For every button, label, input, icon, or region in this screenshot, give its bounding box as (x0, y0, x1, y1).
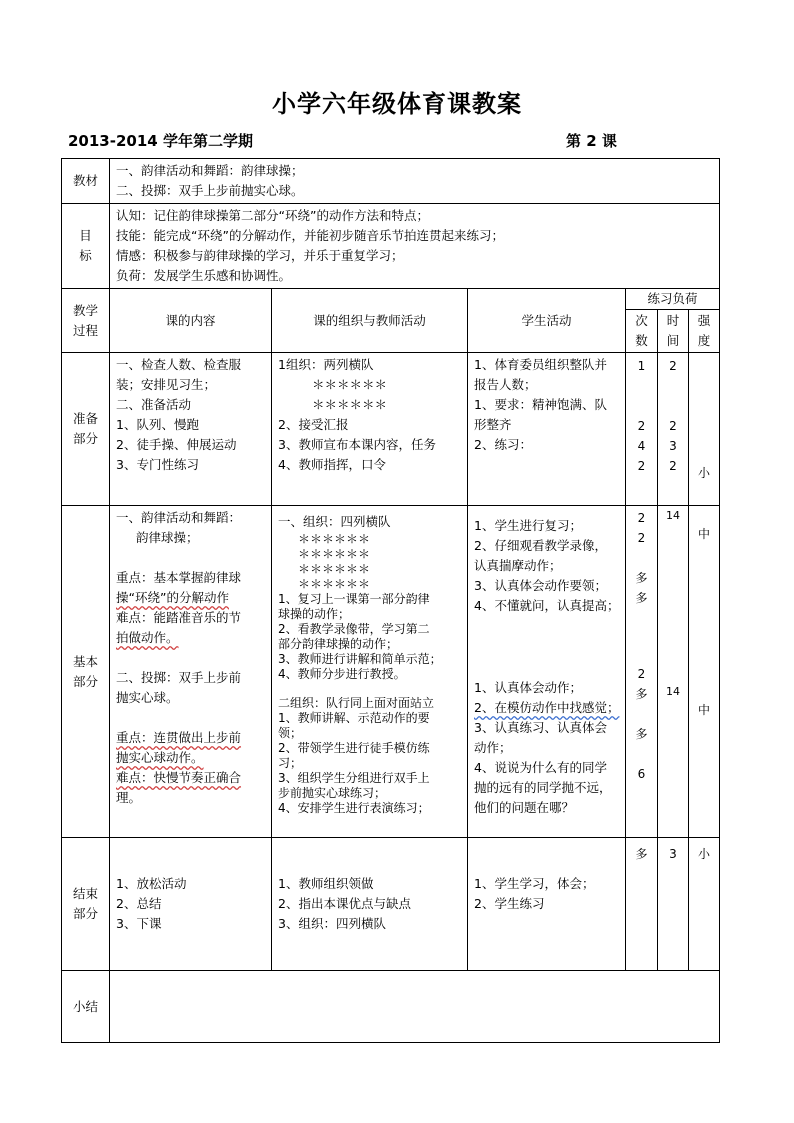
basic-student: 1、学生进行复习； 2、仔细观看教学录像， 认真揣摩动作； 3、认真体会动作要领； 4、不懂就问，认真提高； 1、认真体会动作； 2、在模仿动作中找感觉； 3、认真练习、认真体会 动作； 4、说说为什么有的同学 抛的远有的同学抛不远， 他们的问题在哪？ (468, 506, 626, 838)
goal-line: 认知：记住韵律球操第二部分“环绕”的动作方法和特点； (116, 208, 429, 223)
end-time: 3 (658, 838, 689, 971)
end-content: 1、放松活动 2、总结 3、下课 (110, 838, 272, 971)
count-header: 次 数 (626, 310, 658, 353)
prep-counts: 1 2 4 2 (626, 353, 658, 506)
basic-times: 14 14 (658, 506, 689, 838)
goal-line: 负荷：发展学生乐感和协调性。 (116, 268, 292, 283)
end-student: 1、学生学习，体会； 2、学生练习 (468, 838, 626, 971)
page-title: 小学六年级体育课教案 (272, 90, 522, 118)
term-label: 2013-2014 学年第二学期 (68, 132, 253, 150)
basic-label: 基本 部分 (62, 506, 110, 838)
material-line: 二、投掷：双手上步前抛实心球。 (116, 183, 304, 198)
process-header: 教学 过程 (62, 289, 110, 353)
goal-line: 情感：积极参与韵律球操的学习，并乐于重复学习； (116, 248, 404, 263)
goals-content (110, 204, 720, 289)
material-line: 一、韵律活动和舞蹈：韵律球操； (116, 163, 304, 178)
basic-organization: 一、组织：四列横队 ＊＊＊＊＊＊ ＊＊＊＊＊＊ ＊＊＊＊＊＊ ＊＊＊＊＊＊ 1、复习上一课第一部分韵律 球操的动作； 2、看教学录像带，学习第二 部分韵律球操的动作； 3、教师进行讲解和简单示范； 4、教师分步进行教授。 二组织：队行同上面对面站立 1、教师讲解、示范动作的要 领； 2、带领学生进行徒手模仿练 习； 3、组织学生分组进行双手上 步前抛实心球练习； 4、安排学生进行表演练习； (272, 506, 468, 838)
basic-content: 一、韵律活动和舞蹈： 韵律球操； 重点：基本掌握韵律球 操“环绕”的分解动作 难点：能踏准音乐的节 拍做动作。 二、投掷：双手上步前 抛实心球。 重点：连贯做出上步前 抛实心球动作。 难点：快慢节奏正确合 理。 (110, 506, 272, 838)
end-organization: 1、教师组织领做 2、指出本课优点与缺点 3、组织：四列横队 (272, 838, 468, 971)
prep-student: 1、体育委员组织整队并 报告人数； 1、要求：精神饱满、队 形整齐 2、练习： (468, 353, 626, 506)
goals-label: 目 标 (62, 204, 110, 289)
time-header: 时 间 (658, 310, 689, 353)
prep-content: 一、检查人数、检查服 装；安排见习生； 二、准备活动 1、队列、慢跑 2、徒手操、伸展运动 3、专门性练习 (110, 353, 272, 506)
basic-intensity: 中 中 (689, 506, 720, 838)
basic-counts: 2 2 多 多 2 多 多 6 (626, 506, 658, 838)
prep-organization: 1组织：两列横队 ＊＊＊＊＊＊ ＊＊＊＊＊＊ 2、接受汇报 3、教师宣布本课内容，任务 4、教师指挥，口令 (272, 353, 468, 506)
intensity-header: 强 度 (689, 310, 720, 353)
material-label: 教材 (62, 159, 110, 204)
end-intensity: 小 (689, 838, 720, 971)
material-content (110, 159, 720, 204)
lesson-plan-table (61, 158, 720, 1043)
prep-label: 准备 部分 (62, 353, 110, 506)
load-header: 练习负荷 (626, 289, 720, 310)
prep-times: 2 2 3 2 (658, 353, 689, 506)
summary-label: 小结 (62, 971, 110, 1043)
end-count: 多 (626, 838, 658, 971)
content-header: 课的内容 (110, 289, 272, 353)
prep-intensity: 小 (689, 353, 720, 506)
lesson-number: 第 2 课 (566, 132, 617, 150)
student-header: 学生活动 (468, 289, 626, 353)
end-label: 结束 部分 (62, 838, 110, 971)
summary-content (110, 971, 720, 1043)
goal-line: 技能：能完成“环绕”的分解动作，并能初步随音乐节拍连贯起来练习； (116, 228, 504, 243)
organization-header: 课的组织与教师活动 (272, 289, 468, 353)
